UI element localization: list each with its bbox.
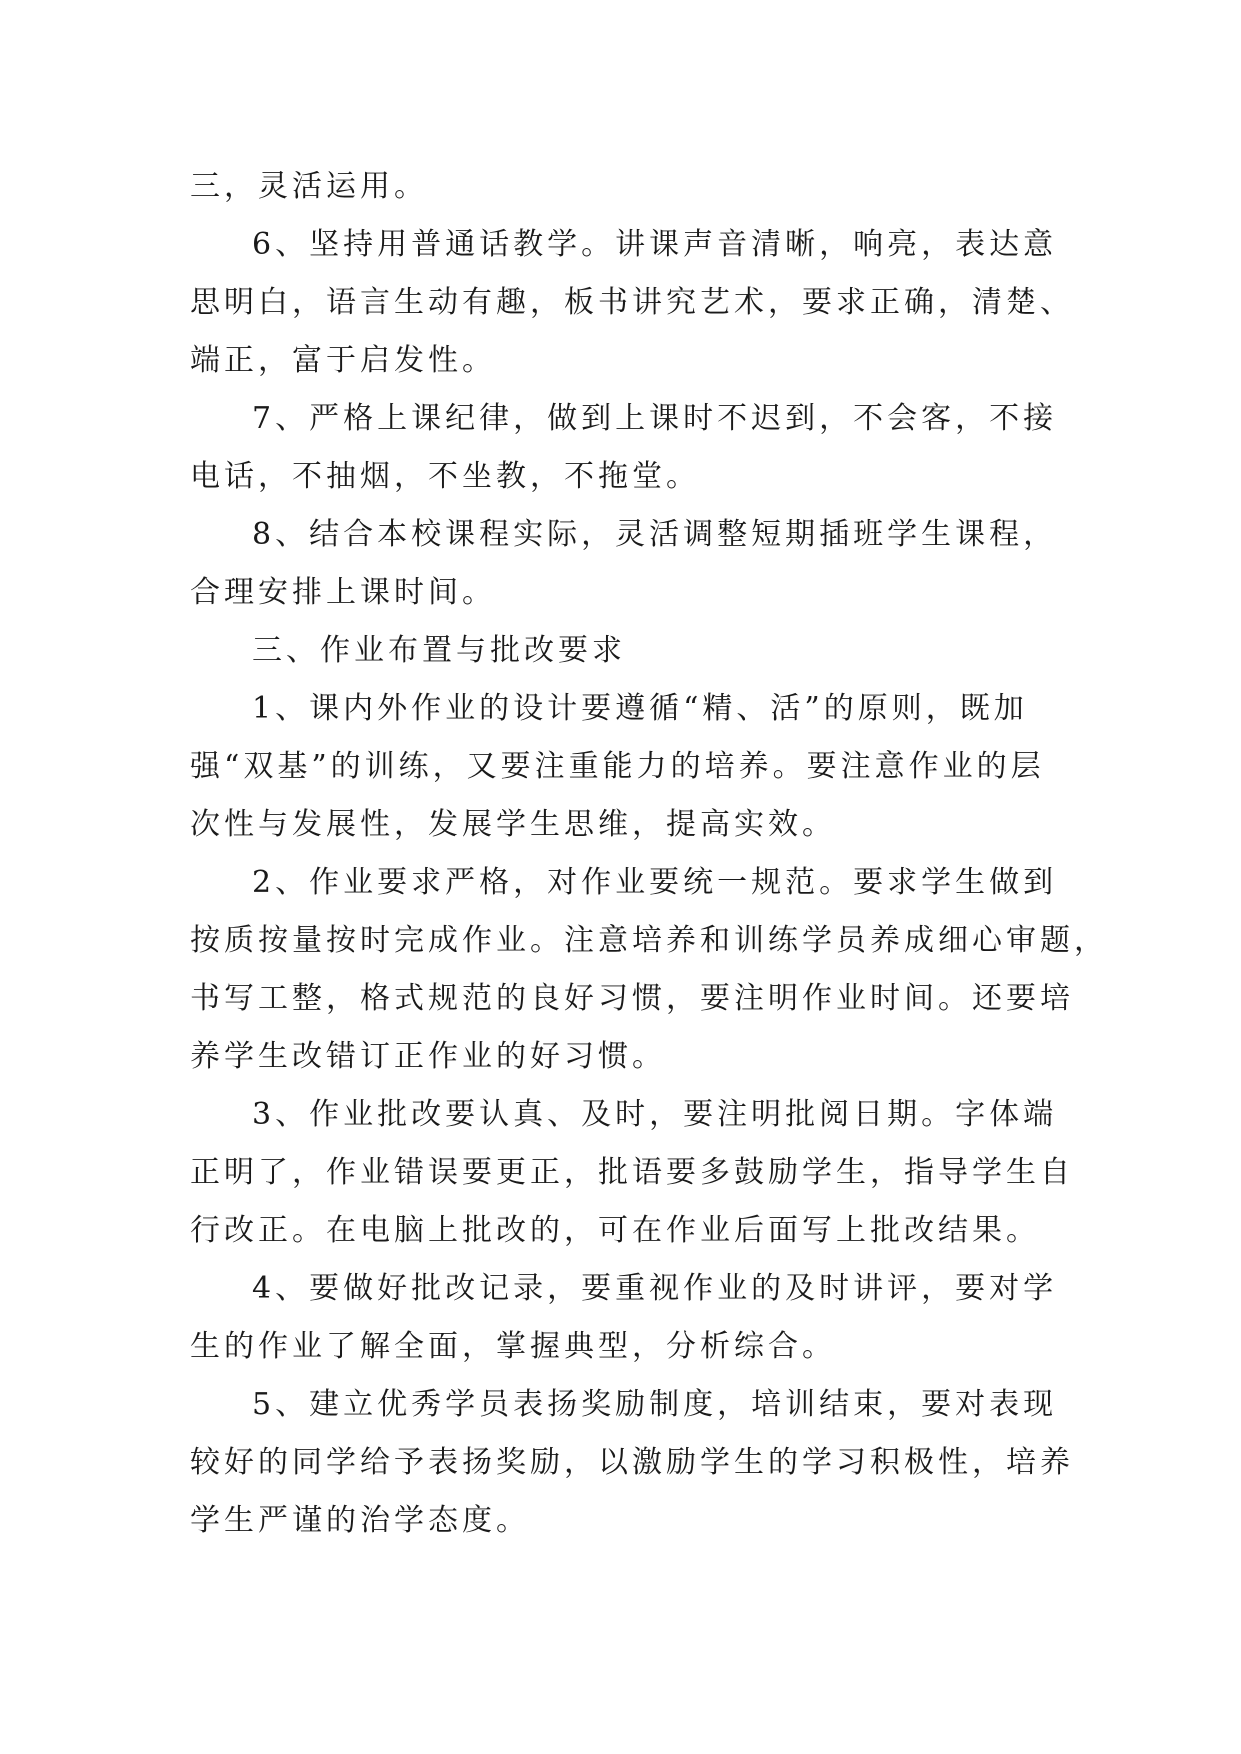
text-line: 合理安排上课时间。 — [190, 575, 496, 610]
text-line: 较好的同学给予表扬奖励，以激励学生的学习积极性，培养 — [190, 1445, 1074, 1480]
text-line: 2、作业要求严格，对作业要统一规范。要求学生做到 — [252, 865, 1058, 900]
text-line: 学生严谨的治学态度。 — [190, 1503, 530, 1538]
text-line: 行改正。在电脑上批改的，可在作业后面写上批改结果。 — [190, 1213, 1040, 1248]
document-body — [190, 158, 1108, 1550]
text-line: 8、结合本校课程实际，灵活调整短期插班学生课程， — [252, 517, 1058, 552]
text-line: 次性与发展性，发展学生思维，提高实效。 — [190, 807, 836, 842]
text-line: 4、要做好批改记录，要重视作业的及时讲评，要对学 — [252, 1271, 1058, 1306]
text-line: 思明白，语言生动有趣，板书讲究艺术，要求正确，清楚、 — [190, 285, 1074, 320]
text-line: 1、课内外作业的设计要遵循“精、活”的原则，既加 — [252, 691, 1028, 726]
text-line: 强“双基”的训练，又要注重能力的培养。要注意作业的层 — [190, 749, 1045, 784]
text-line: 7、严格上课纪律，做到上课时不迟到，不会客，不接 — [252, 401, 1058, 436]
text-line: 电话，不抽烟，不坐教，不拖堂。 — [190, 459, 700, 494]
text-line: 正明了，作业错误要更正，批语要多鼓励学生，指导学生自 — [190, 1155, 1074, 1190]
text-line: 3、作业批改要认真、及时，要注明批阅日期。字体端 — [252, 1097, 1058, 1132]
text-line: 6、坚持用普通话教学。讲课声音清晰，响亮，表达意 — [252, 227, 1058, 262]
text-line: 三，灵活运用。 — [190, 169, 428, 204]
text-line: 5、建立优秀学员表扬奖励制度，培训结束，要对表现 — [252, 1387, 1058, 1422]
section-heading: 三、作业布置与批改要求 — [252, 633, 626, 668]
text-line: 端正，富于启发性。 — [190, 343, 496, 378]
text-line: 养学生改错订正作业的好习惯。 — [190, 1039, 666, 1074]
text-line: 按质按量按时完成作业。注意培养和训练学员养成细心审题， — [190, 923, 1108, 958]
text-line: 生的作业了解全面，掌握典型，分析综合。 — [190, 1329, 836, 1364]
text-line: 书写工整，格式规范的良好习惯，要注明作业时间。还要培 — [190, 981, 1074, 1016]
